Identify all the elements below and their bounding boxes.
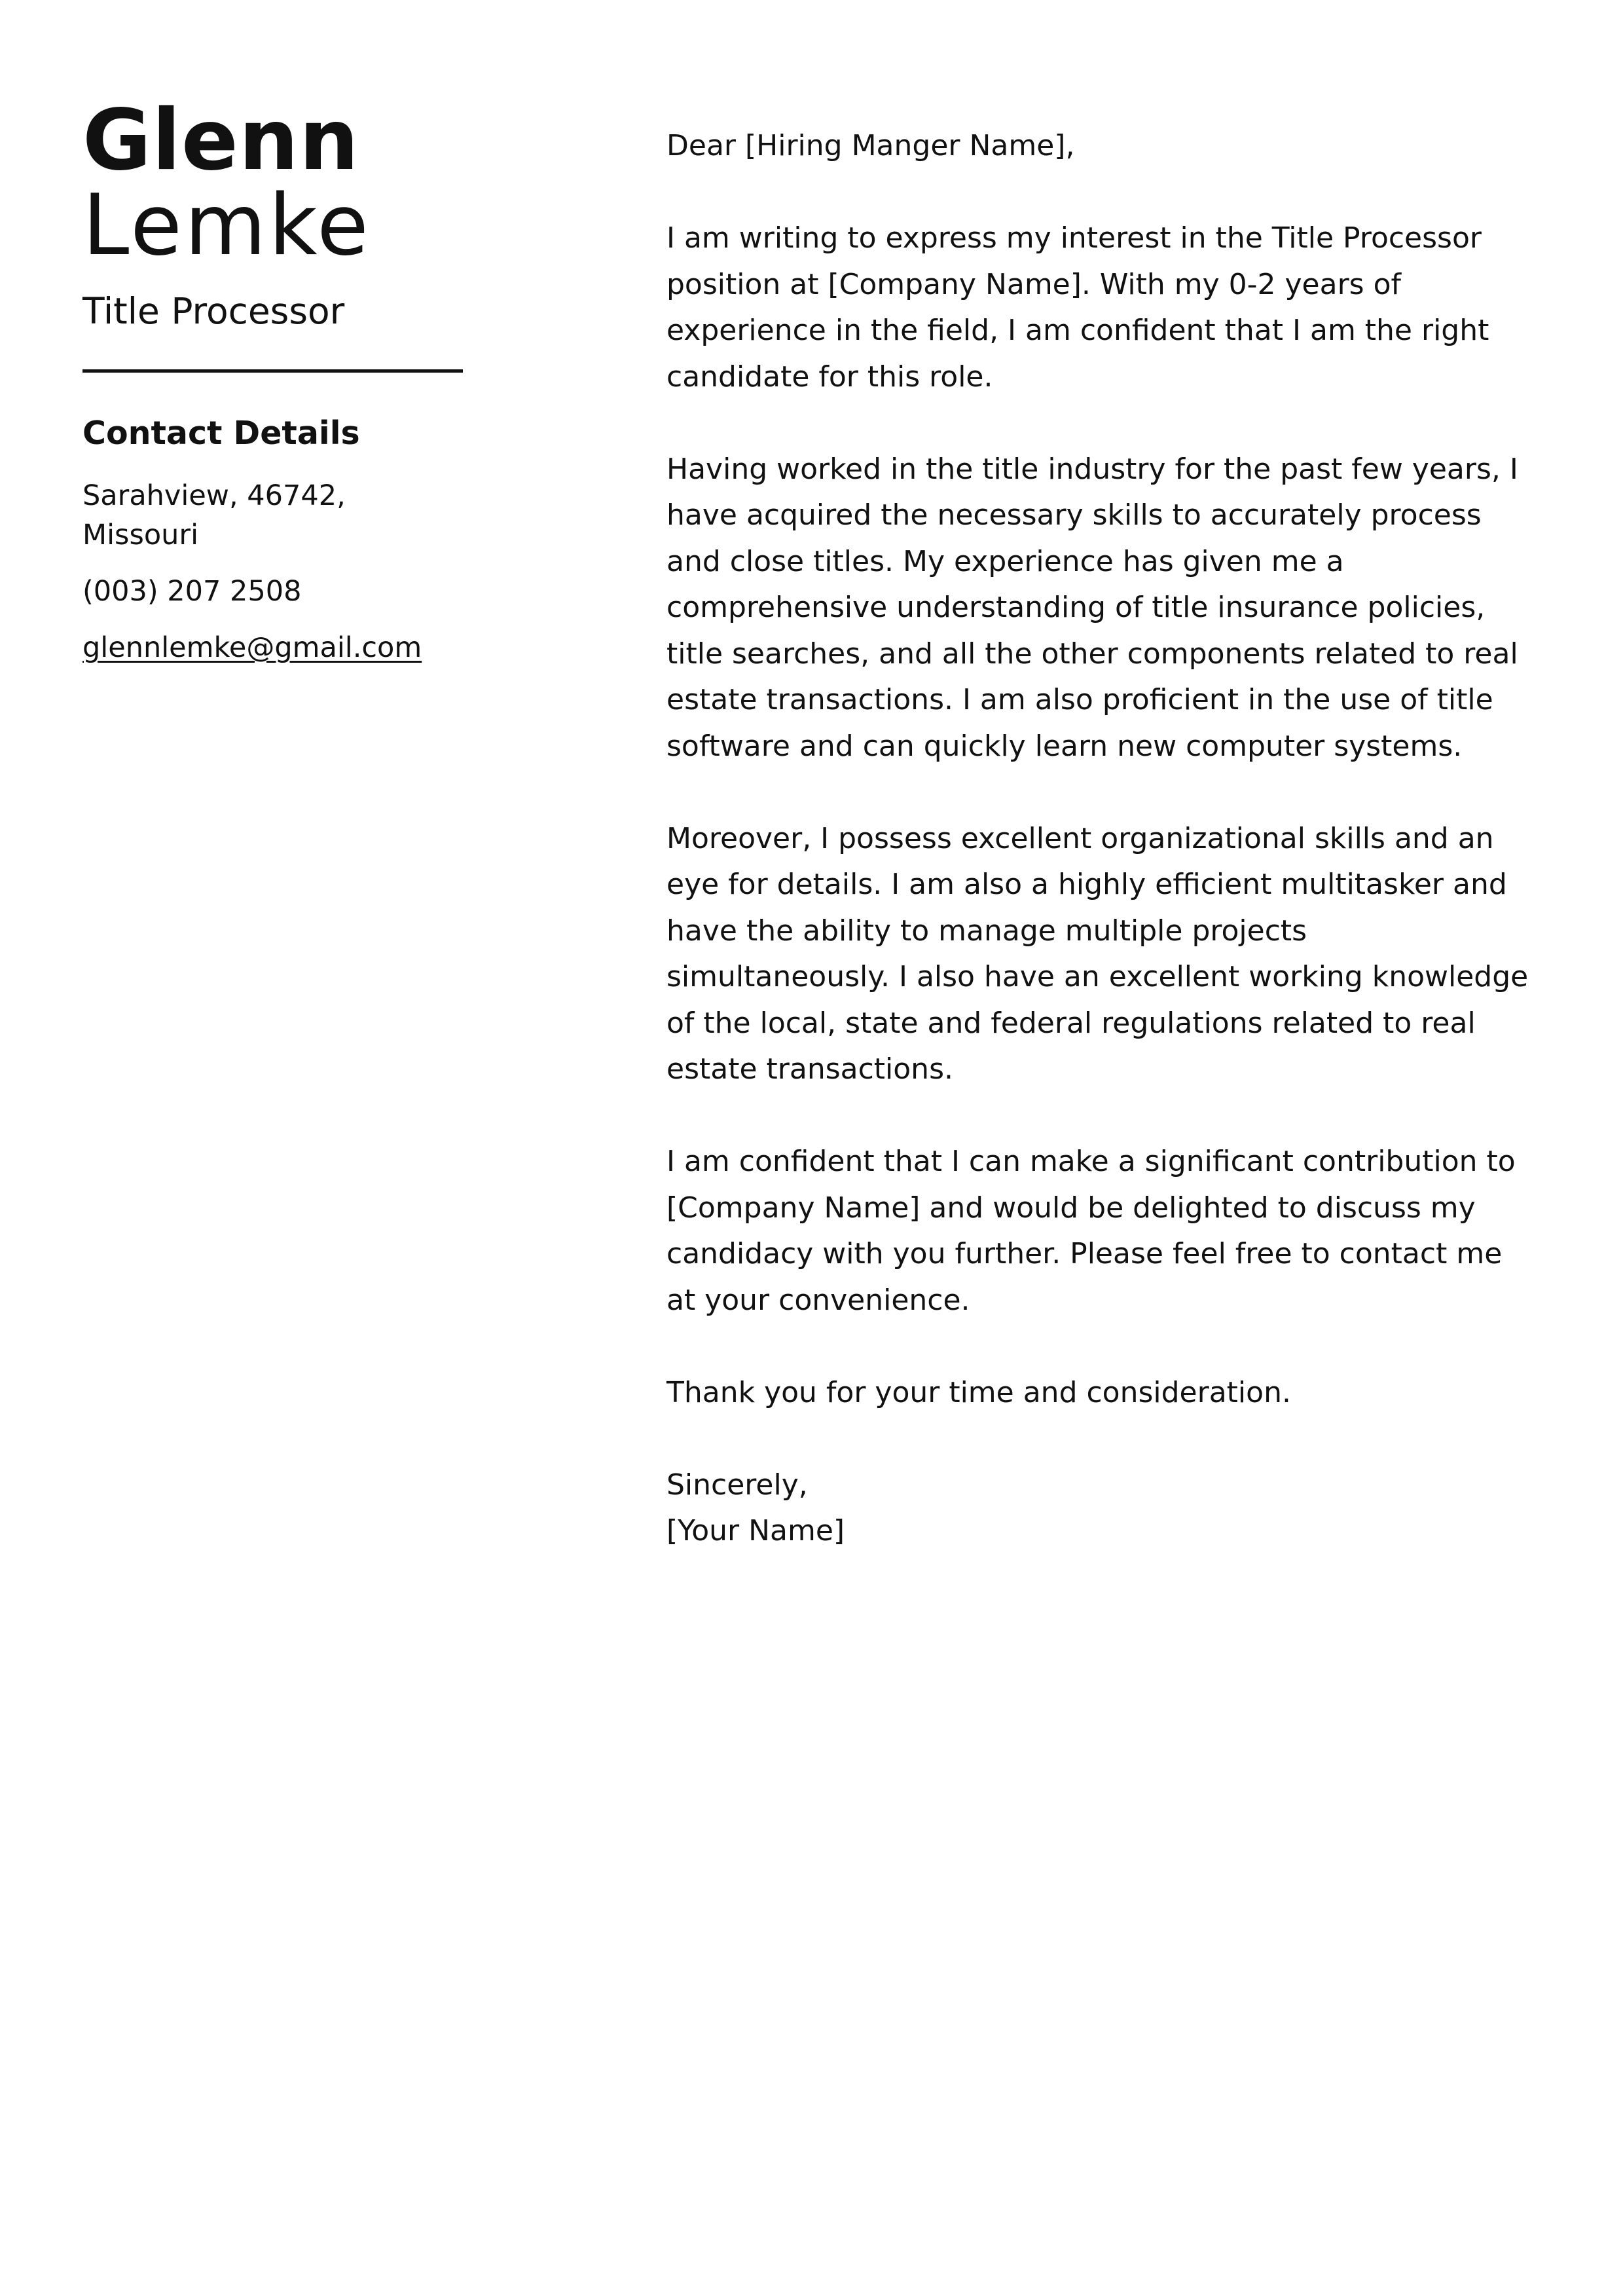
divider — [82, 369, 463, 373]
letter-closing: Sincerely, — [666, 1468, 808, 1502]
contact-phone: (003) 207 2508 — [82, 575, 302, 608]
letter-paragraph: Having worked in the title industry for the past few years, I have acquired the necessary skills to accurately process and close titles. My experience has given me a comprehensive understanding of title insurance policies, title searches, and all the other components related to real estate transactions. I am also proficient in the use of title software and can quickly learn new computer systems. — [666, 452, 1518, 763]
letter-signature: [Your Name] — [666, 1514, 845, 1547]
letter-body — [666, 123, 1531, 1555]
contact-heading: Contact Details — [82, 415, 360, 452]
job-title: Title Processor — [82, 290, 345, 332]
first-name: Glenn — [82, 92, 359, 189]
letter-paragraph: I am writing to express my interest in the Title Processor position at [Company Name]. With my 0-2 years of experience in the field, I am confident that I am the right candidate for this role. — [666, 221, 1489, 394]
letter-paragraph: Moreover, I possess excellent organizational skills and an eye for details. I am also a highly efficient multitasker and have the ability to manage multiple projects simultaneously. I also have an excellent working knowledge of the local, state and federal regulations related to real estate transactions. — [666, 821, 1529, 1086]
last-name: Lemke — [82, 177, 371, 274]
sidebar — [82, 92, 462, 667]
contact-email-link[interactable]: glennlemke@gmail.com — [82, 631, 422, 664]
letter-paragraph: I am confident that I can make a significant contribution to [Company Name] and would be delighted to discuss my candidacy with you further. Please feel free to contact me at your convenience. — [666, 1145, 1516, 1317]
contact-address: Sarahview, 46742, Missouri — [82, 479, 346, 551]
letter-paragraph: Thank you for your time and consideration. — [666, 1375, 1291, 1409]
letter-salutation: Dear [Hiring Manger Name], — [666, 129, 1075, 162]
